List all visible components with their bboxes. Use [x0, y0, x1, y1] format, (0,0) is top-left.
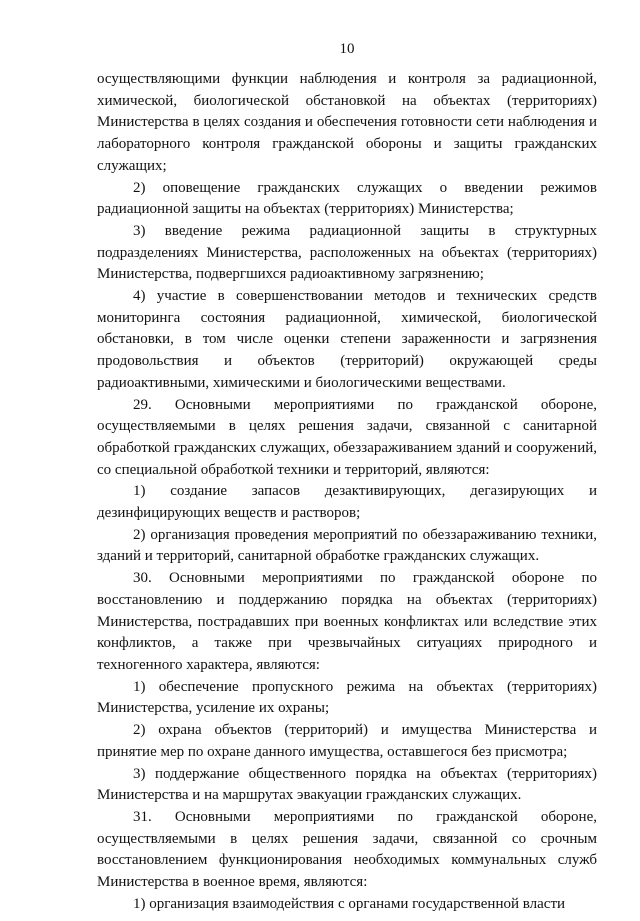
clause-30: 30. Основными мероприятиями по гражданской обороне по восстановлению и поддержанию порядка на объектах (территориях) Министерства, пострадавших при военных конфликтах или вследствие этих конфликтов, а также при чрезвычайных ситуациях природного и техногенного характера, являются:	[97, 570, 597, 673]
clause-31: 31. Основными мероприятиями по гражданской обороне, осуществляемыми в целях решения задачи, связанной со срочным восстановлением функционирования необходимых коммунальных служб Министерства в военное время, являются:	[97, 808, 597, 891]
clause-29: 29. Основными мероприятиями по гражданской обороне, осуществляемыми в целях решения задачи, связанной с санитарной обработкой гражданских служащих, обеззараживанием зданий и сооружений, со специальной обработкой техники и территорий, являются:	[97, 396, 597, 478]
list-item-public-order: 3) поддержание общественного порядка на объектах (территориях) Министерства и на маршрутах эвакуации гражданских служащих.	[97, 765, 597, 804]
list-item-property-protection: 2) охрана объектов (территорий) и имущества Министерства и принятие мер по охране данного имущества, оставшегося без присмотра;	[97, 722, 597, 760]
list-item-radiation-notification: 2) оповещение гражданских служащих о введении режимов радиационной защиты на объектах (территориях) Министерства;	[97, 179, 597, 218]
list-item-stockpiles: 1) создание запасов дезактивирующих, дегазирующих и дезинфицирующих веществ и растворов;	[97, 483, 597, 522]
list-item-decontamination: 2) организация проведения мероприятий по обеззараживанию техники, зданий и территорий, санитарной обработке гражданских служащих.	[97, 526, 597, 565]
list-item-interaction: 1) организация взаимодействия с органами государственной власти	[133, 895, 566, 912]
paragraph-continuation: осуществляющими функции наблюдения и контроля за радиационной, химической, биологической обстановкой на объектах (территориях) Министерства в целях создания и обеспечения готовности сети наблюдения и лабораторного контроля гражданской обороны и защиты гражданских служащих;	[97, 71, 597, 174]
list-item-access-control: 1) обеспечение пропускного режима на объектах (территориях) Министерства, усиление их охраны;	[97, 678, 597, 717]
list-item-radiation-regime: 3) введение режима радиационной защиты в структурных подразделениях Министерства, расположенных на объектах (территориях) Министерства, подвергшихся радиоактивному загрязнению;	[97, 222, 597, 283]
page-number: 10	[339, 41, 355, 57]
list-item-monitoring-methods: 4) участие в совершенствовании методов и технических средств мониторинга состояния радиационной, химической, биологической обстановки, в том числе оценки степени зараженности и загрязнения продовольствия и объектов (территорий) окружающей среды радиоактивными, химическими и биологическими веществами.	[97, 288, 597, 391]
